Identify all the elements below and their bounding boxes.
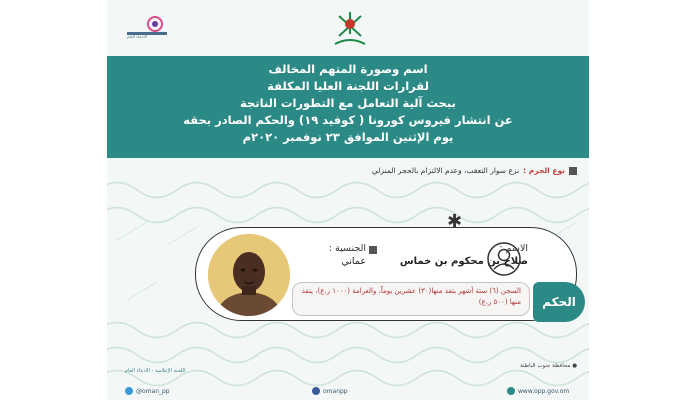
facebook-icon	[312, 387, 320, 395]
defendant-portrait-icon	[208, 234, 290, 316]
footer	[107, 383, 589, 400]
org-logo-text: الادعاء العام	[127, 34, 147, 39]
footer-website[interactable]	[507, 387, 569, 395]
crime-label: نوع الجرم :	[523, 166, 565, 175]
crime-row	[372, 166, 577, 175]
verdict-text: السجن (٦) ستة أشهر يتفذ منها(٣٠) عشرين يوماً، والغرامة (١٠٠٠ ر.ع)، يتفذ منها (٥٠٠ ر.ع)	[292, 282, 530, 316]
facebook-handle: omanpp	[323, 387, 348, 395]
bullet-square-icon	[569, 167, 577, 175]
asterisk-icon: ✱	[447, 211, 463, 232]
header-line-4: عن انتشار فيروس كورونا ( كوفيد ١٩) والحكم الصادر بحقه	[183, 113, 513, 127]
governorate	[520, 363, 577, 369]
nationality-label: الجنسية :	[328, 243, 366, 254]
bullet-square-icon	[369, 246, 377, 254]
globe-icon	[507, 387, 515, 395]
header-line-5: يوم الإثنين الموافق ٢٣ نوفمبر ٢٠٢٠م	[242, 130, 454, 144]
defendant-photo	[208, 234, 290, 316]
nationality-value: عماني	[341, 256, 366, 267]
user-icon	[487, 242, 521, 276]
governorate-name: محافظة جنوب الباطنة	[520, 363, 571, 369]
verdict-tab: الحكم	[533, 282, 585, 322]
defendant-card	[195, 211, 578, 321]
website-url: www.opp.gov.om	[518, 387, 570, 395]
name-value: صلاح بن محكوم بن خماس	[399, 256, 528, 267]
header-line-1: اسم وصورة المتهم المخالف	[268, 62, 428, 76]
header-line-2: لقرارات اللجنة العليا المكلفة	[267, 79, 429, 93]
footer-facebook[interactable]	[312, 387, 348, 395]
name-label: الاسم :	[499, 243, 528, 254]
header-line-3: ببحث آلية التعامل مع التطورات الناتجة	[240, 96, 456, 110]
twitter-handle: @oman_pp	[136, 387, 170, 395]
poster	[107, 0, 589, 400]
nationality-block	[307, 243, 377, 267]
location-icon: ●	[572, 363, 577, 369]
crime-value: نزع سوار التعقب، وعدم الالتزام بالحجر المنزلي	[371, 166, 520, 175]
twitter-icon	[125, 387, 133, 395]
oman-emblem	[327, 6, 373, 52]
header-band	[107, 56, 589, 158]
footer-twitter[interactable]	[125, 387, 170, 395]
footer-org-name: اللجنة الإعلامية - الادعاء العام	[125, 368, 186, 374]
